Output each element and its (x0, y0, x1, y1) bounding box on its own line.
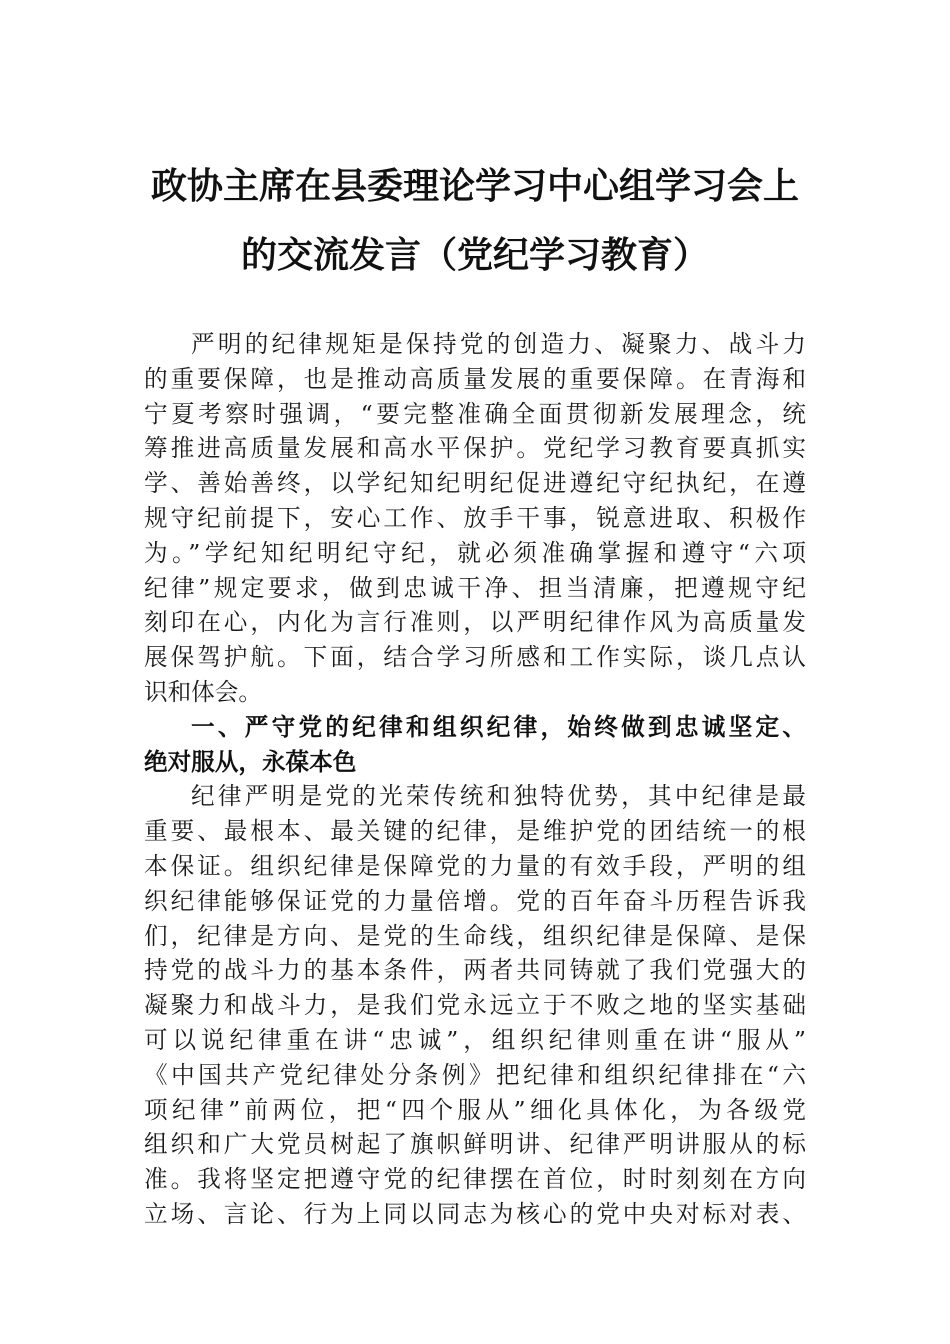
text-line: 项纪律”前两位，把“四个服从”细化具体化，为各级党 (144, 1095, 806, 1124)
text-line: 本保证。组织纪律是保障党的力量的有效手段，严明的组 (144, 851, 806, 880)
text-line: 可以说纪律重在讲“忠诚”，组织纪律则重在讲“服从” (144, 1025, 806, 1054)
text-line: 为。”学纪知纪明纪守纪，就必须准确掌握和遵守“六项 (144, 538, 806, 567)
text-line: 的重要保障，也是推动高质量发展的重要保障。在青海和 (144, 364, 806, 393)
paragraph-intro (144, 327, 806, 710)
text-line: 学、善始善终，以学纪知纪明纪促进遵纪守纪执纪，在遵 (144, 469, 806, 498)
text-line: 识和体会。 (144, 677, 262, 706)
heading-line: 一、严守党的纪律和组织纪律，始终做到忠诚坚定、 (191, 712, 806, 741)
text-line: 织纪律能够保证党的力量倍增。党的百年奋斗历程告诉我 (144, 886, 806, 915)
text-line: 展保驾护航。下面，结合学习所感和工作实际，谈几点认 (144, 643, 806, 672)
text-line: 刻印在心，内化为言行准则，以严明纪律作风为高质量发 (144, 608, 806, 637)
document-title-line-2: 的交流发言（党纪学习教育） (240, 234, 709, 276)
text-line: 持党的战斗力的基本条件，两者共同铸就了我们党强大的 (144, 956, 806, 985)
paragraph-section-1 (144, 779, 806, 1231)
text-line: 《中国共产党纪律处分条例》把纪律和组织纪律排在“六 (144, 1060, 806, 1089)
text-line: 宁夏考察时强调，“要完整准确全面贯彻新发展理念，统 (144, 399, 806, 428)
text-line: 立场、言论、行为上同以同志为核心的党中央对标对表、 (144, 1199, 806, 1228)
text-line: 纪律严明是党的光荣传统和独特优势，其中纪律是最 (191, 782, 806, 811)
document-title-line-1: 政协主席在县委理论学习中心组学习会上 (150, 165, 799, 207)
text-line: 组织和广大党员树起了旗帜鲜明讲、纪律严明讲服从的标 (144, 1130, 806, 1159)
text-line: 重要、最根本、最关键的纪律，是维护党的团结统一的根 (144, 817, 806, 846)
text-line: 凝聚力和战斗力，是我们党永远立于不败之地的坚实基础 (144, 991, 806, 1020)
text-line: 准。我将坚定把遵守党的纪律摆在首位，时时刻刻在方向 (144, 1165, 806, 1194)
text-line: 规守纪前提下，安心工作、放手干事，锐意进取、积极作 (144, 503, 806, 532)
text-line: 纪律”规定要求，做到忠诚干净、担当清廉，把遵规守纪 (144, 573, 806, 602)
section-heading-1 (144, 710, 806, 780)
text-line: 们，纪律是方向、是党的生命线，组织纪律是保障、是保 (144, 921, 806, 950)
document-body (144, 327, 806, 1232)
heading-line: 绝对服从，永葆本色 (144, 747, 357, 776)
text-line: 筹推进高质量发展和高水平保护。党纪学习教育要真抓实 (144, 434, 806, 463)
text-line: 严明的纪律规矩是保持党的创造力、凝聚力、战斗力 (191, 330, 806, 358)
